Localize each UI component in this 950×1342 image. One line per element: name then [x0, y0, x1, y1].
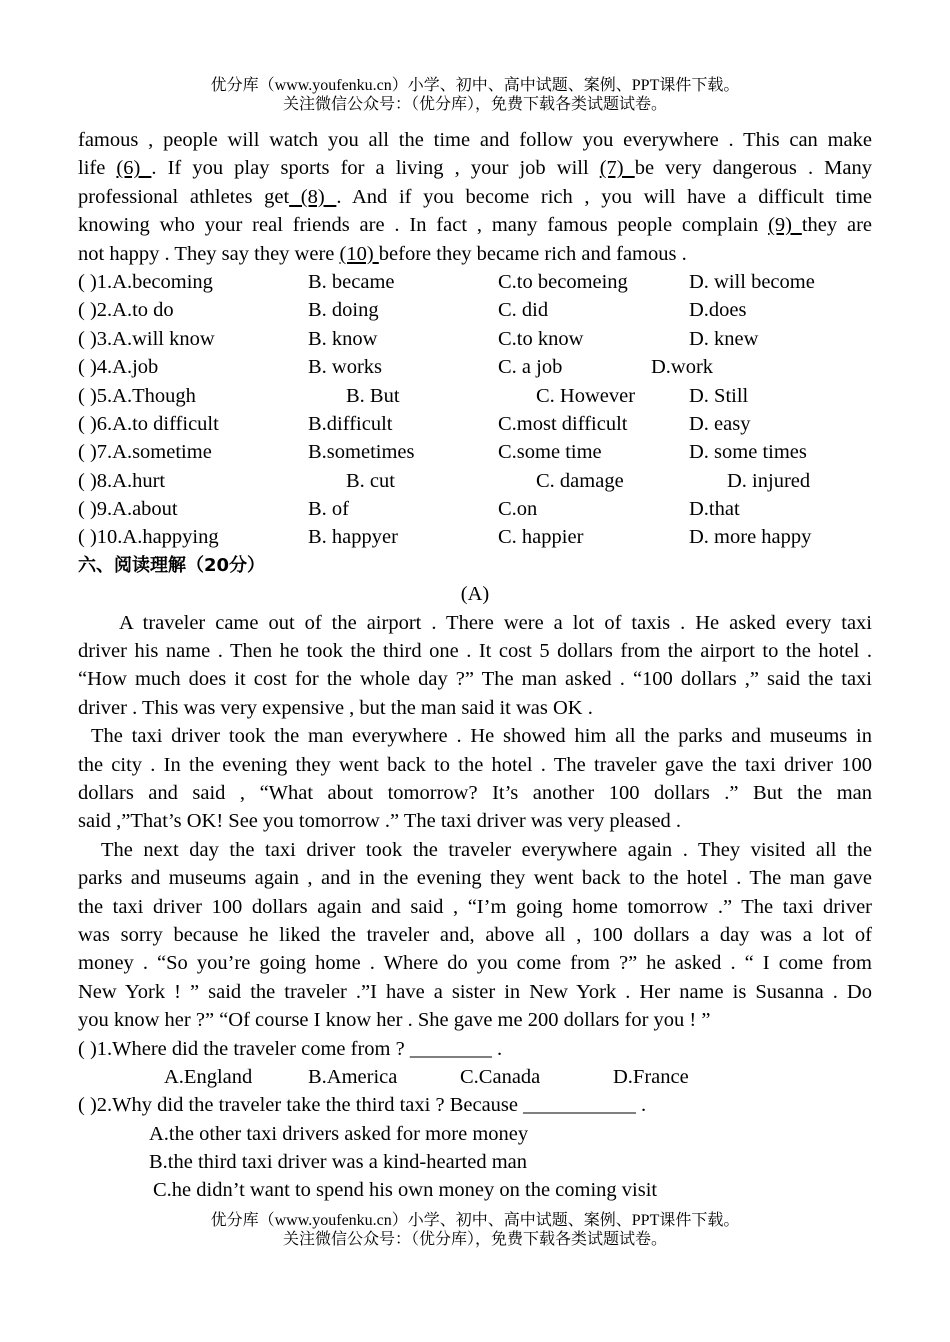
- question-1: ( )1.Where did the traveler come from ? ________ .: [78, 1037, 503, 1060]
- text: not happy . They say they were: [78, 242, 340, 265]
- passage-line: the city . In the evening they went back to the hotel . The traveler gave the taxi driver 100: [78, 753, 872, 776]
- cloze-line: [78, 240, 872, 268]
- cloze-line: [78, 154, 872, 182]
- option-b: B. became: [308, 270, 395, 293]
- passage-line: The next day the taxi driver took the traveler everywhere again . They visited all the: [101, 838, 872, 861]
- text: . If you play sports for a living , your job will: [151, 157, 600, 180]
- cloze-line: [78, 211, 872, 239]
- blank-7: (7): [599, 157, 635, 180]
- option-d: D. will become: [689, 270, 815, 293]
- option-a: ( )9.A.about: [78, 498, 178, 521]
- option-a: A.the other taxi drivers asked for more money: [149, 1122, 529, 1145]
- option-row: [78, 382, 872, 410]
- option-d: D. easy: [689, 412, 751, 435]
- option-b: B.sometimes: [308, 441, 415, 464]
- passage-line: “How much does it cost for the whole day ?” The man asked . “100 dollars ,” said the taxi: [78, 668, 872, 691]
- passage-line: you know her ?” “Of course I know her . She gave me 200 dollars for you ! ”: [78, 1009, 711, 1032]
- option-a: A.England: [164, 1065, 253, 1088]
- text: they are: [801, 214, 872, 237]
- header-line-2: 关注微信公众号：（优分库），免费下载各类试题试卷。: [282, 96, 667, 113]
- blank-8: (8): [289, 185, 337, 208]
- cloze-passage: [78, 126, 872, 268]
- option-c: C. However: [536, 384, 636, 407]
- passage-line: was sorry because he liked the traveler and, above all , 100 dollars a day was a lot of: [78, 923, 872, 946]
- blank-9: (9): [768, 214, 802, 237]
- option-d: D.France: [613, 1065, 689, 1088]
- text: knowing who your real friends are . In fact , many famous people complain: [78, 214, 759, 237]
- page-footer: [0, 1211, 950, 1249]
- passage-label: (A): [460, 583, 490, 606]
- text: before they became rich and famous .: [378, 242, 687, 265]
- option-b: B.difficult: [308, 412, 393, 435]
- option-a: ( )2.A.to do: [78, 299, 174, 322]
- option-b: B. happyer: [308, 526, 398, 549]
- text: . And if you become rich , you will have a difficult time: [336, 185, 872, 208]
- option-d: D. knew: [689, 327, 759, 350]
- option-d: D. injured: [727, 469, 811, 492]
- option-a: ( )5.A.Though: [78, 384, 196, 407]
- option-c: C. a job: [498, 356, 563, 379]
- option-a: ( )3.A.will know: [78, 327, 215, 350]
- header-line-1: 优分库（www.youfenku.cn）小学、初中、高中试题、案例、PPT课件下载。: [210, 77, 740, 94]
- option-row: [78, 268, 872, 296]
- option-c: C. happier: [498, 526, 584, 549]
- option-c: C. did: [498, 299, 549, 322]
- option-c: C.to becomeing: [498, 270, 628, 293]
- passage-line: New York ! ” said the traveler .”I have a sister in New York . Her name is Susanna . Do: [78, 980, 872, 1003]
- option-b: B. cut: [346, 469, 395, 492]
- option-b: B. works: [308, 356, 383, 379]
- option-a: ( )7.A.sometime: [78, 441, 212, 464]
- passage-line: The taxi driver took the man everywhere . He showed him all the parks and museums in: [91, 725, 872, 748]
- option-a: ( )8.A.hurt: [78, 469, 166, 492]
- reading-passage: [78, 609, 872, 1035]
- passage-line: driver his name . Then he took the third one . It cost 5 dollars from the airport to the hotel .: [78, 640, 872, 663]
- footer-line-1: 优分库（www.youfenku.cn）小学、初中、高中试题、案例、PPT课件下载。: [210, 1212, 740, 1229]
- questions: [78, 1035, 872, 1205]
- page-content: [78, 126, 872, 1205]
- text: life: [78, 157, 117, 180]
- blank-6: (6): [116, 157, 152, 180]
- option-a: ( )6.A.to difficult: [78, 412, 219, 435]
- option-d: D.that: [689, 498, 740, 521]
- passage-line: said ,”That’s OK! See you tomorrow .” The taxi driver was very pleased .: [78, 810, 682, 833]
- option-d: D. some times: [689, 441, 807, 464]
- text: be very dangerous . Many: [634, 157, 872, 180]
- option-d: D. Still: [689, 384, 749, 407]
- option-b: B. But: [346, 384, 400, 407]
- option-row: [78, 523, 872, 551]
- passage-line: driver . This was very expensive , but the man said it was OK .: [78, 696, 593, 719]
- option-a: ( )4.A.job: [78, 356, 159, 379]
- option-c: C. damage: [536, 469, 624, 492]
- cloze-line: famous , people will watch you all the time and follow you everywhere . This can make: [78, 129, 872, 151]
- option-b: B. know: [308, 327, 378, 350]
- option-row: [78, 353, 872, 381]
- option-row: [78, 438, 872, 466]
- passage-line: money . “So you’re going home . Where do you come from ?” he asked . “ I come from: [78, 952, 872, 975]
- passage-line: dollars and said , “What about tomorrow? It’s another 100 dollars .” But the man: [78, 781, 872, 804]
- option-b: B.the third taxi driver was a kind-hearted man: [149, 1151, 527, 1174]
- option-c: C.he didn’t want to spend his own money on the coming visit: [153, 1179, 658, 1202]
- option-d: D.does: [689, 299, 747, 322]
- option-c: C.on: [498, 498, 538, 521]
- option-row: [78, 495, 872, 523]
- text: professional athletes get: [78, 185, 290, 208]
- option-c: C.some time: [498, 441, 602, 464]
- option-row: [78, 467, 872, 495]
- passage-line: parks and museums again , and in the evening they went back to the hotel . The man gave: [78, 867, 872, 890]
- page-header: [0, 76, 950, 114]
- passage-line: the taxi driver 100 dollars again and said , “I’m going home tomorrow .” The taxi driver: [78, 895, 872, 918]
- option-b: B. of: [308, 498, 349, 521]
- option-d: D.work: [651, 356, 714, 379]
- blank-10: (10): [339, 242, 379, 265]
- option-c: C.to know: [498, 327, 584, 350]
- option-row: [78, 325, 872, 353]
- question-2: ( )2.Why did the traveler take the third taxi ? Because ___________ .: [78, 1094, 647, 1117]
- footer-line-2: 关注微信公众号：（优分库），免费下载各类试题试卷。: [282, 1231, 667, 1248]
- option-a: ( )1.A.becoming: [78, 270, 213, 293]
- option-b: B. doing: [308, 299, 379, 322]
- option-a: ( )10.A.happying: [78, 526, 219, 549]
- passage-line: A traveler came out of the airport . There were a lot of taxis . He asked every taxi: [119, 611, 872, 634]
- option-row: [78, 410, 872, 438]
- cloze-options: [78, 268, 872, 552]
- section-title: 六、阅读理解（20分）: [78, 554, 266, 576]
- cloze-line: [78, 183, 872, 211]
- option-row: [78, 296, 872, 324]
- question-1-options: [78, 1063, 872, 1091]
- option-c: C.Canada: [460, 1065, 541, 1088]
- option-b: B.America: [308, 1065, 398, 1088]
- option-d: D. more happy: [689, 526, 812, 549]
- option-c: C.most difficult: [498, 412, 628, 435]
